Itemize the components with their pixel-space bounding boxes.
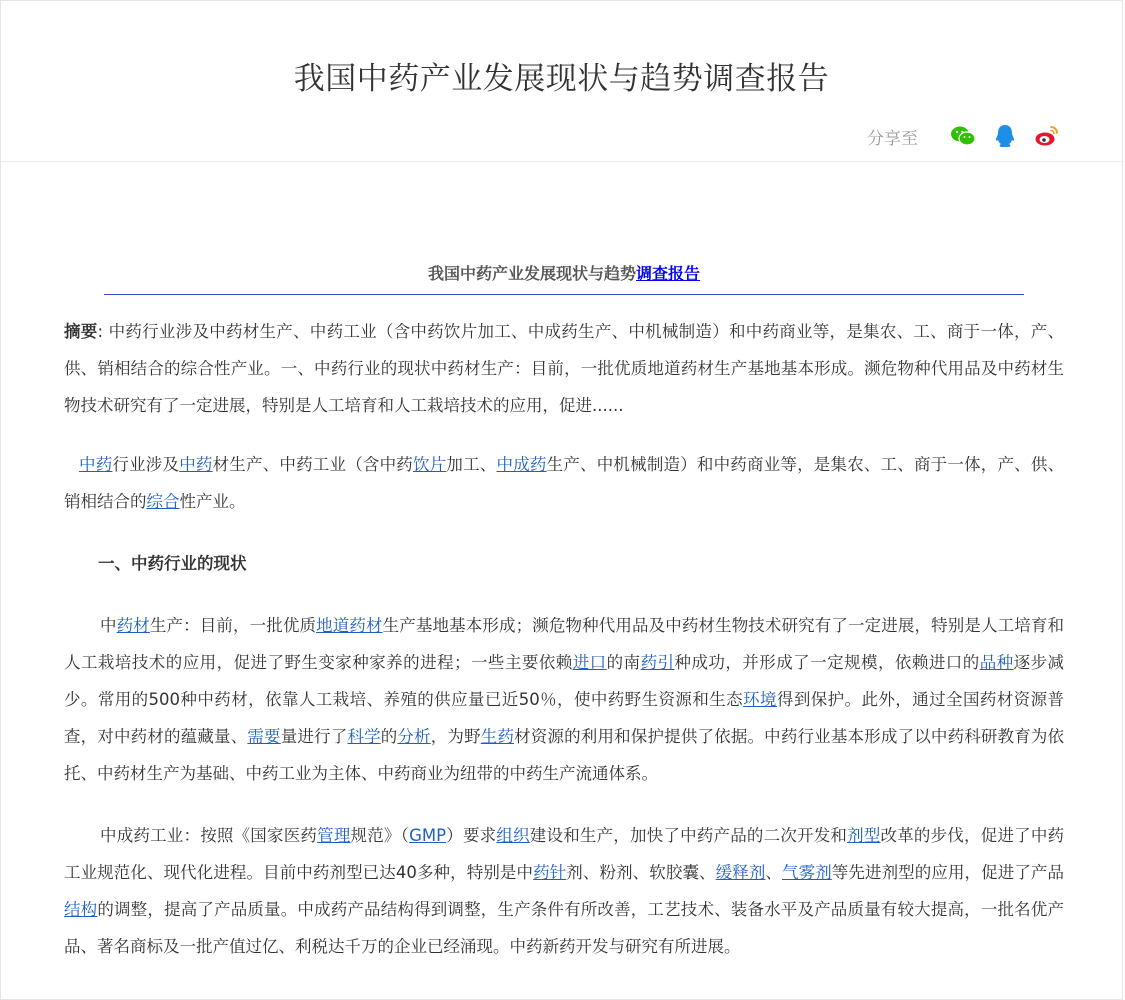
article-title-link[interactable]: 调查报告 xyxy=(636,264,701,283)
paragraph-text: 加工、 xyxy=(446,455,497,474)
keyword-link[interactable]: 需要 xyxy=(247,727,281,746)
keyword-link[interactable]: 中药 xyxy=(179,455,213,474)
keyword-link[interactable]: 药材 xyxy=(116,616,150,635)
paragraph-text: 中 xyxy=(100,616,117,635)
keyword-link[interactable]: 综合 xyxy=(146,492,180,511)
keyword-link[interactable]: 生药 xyxy=(480,727,515,746)
page-header xyxy=(1,1,1122,162)
abstract-text: : 中药行业涉及中药材生产、中药工业（含中药饮片加工、中成药生产、中机械制造）和中药商业等，是集农、工、商于一体，产、供、销相结合的综合性产业。一、中药行业的现状中药材生产：目前，一批优质地道药材生产基地基本形成。濒危物种代用品及中药材生物技术研究有了一定进展，特别是人工培育和人工栽培技术的应用，促进...... xyxy=(64,322,1065,415)
keyword-link[interactable]: 缓释剂 xyxy=(715,863,766,882)
keyword-link[interactable]: 分析 xyxy=(397,727,431,746)
paragraph-intro xyxy=(64,446,1064,520)
paragraph-text: 等先进剂型的应用，促进了产品 xyxy=(831,863,1065,882)
keyword-link[interactable]: 药针 xyxy=(533,863,567,882)
keyword-link[interactable]: 品种 xyxy=(979,653,1014,672)
article-title xyxy=(104,261,1024,295)
paragraph-text: 剂、粉剂、软胶囊、 xyxy=(566,863,716,882)
page-title: 我国中药产业发展现状与趋势调查报告 xyxy=(293,61,830,97)
paragraph-patent-medicine xyxy=(64,817,1064,965)
paragraph-text: 材资源的利用和保护提供了依据。中药行业基本形成了以中药科研教育为依托、中药材生产为基础、中药工业为主体、中药商业为纽带的中药生产流通体系。 xyxy=(64,727,1065,783)
paragraph-text: 逐步减少。常用的500种中药材，依靠人工栽培、养殖的供应量已近50％，使中药野生资源和生态 xyxy=(64,653,1065,709)
paragraph-text: 的调整，提高了产品质量。中成药产品结构得到调整，生产条件有所改善，工艺技术、装备水平及产品质量有较大提高，一批名优产品、著名商标及一批产值过亿、利税达千万的企业已经涌现。中药新药开发与研究有所进展。 xyxy=(64,900,1065,956)
paragraph-text: 改革的步伐，促进了中药工业规范化、现代化进程。目前中药剂型已达40多种，特别是中 xyxy=(64,826,1065,882)
paragraph-herb-production xyxy=(64,607,1064,792)
keyword-link[interactable]: 组织 xyxy=(496,826,530,845)
paragraph-text: 建设和生产，加快了中药产品的二次开发和 xyxy=(529,826,848,845)
paragraph-text: 量进行了 xyxy=(280,727,348,746)
paragraph-text: 性产业。 xyxy=(179,492,246,511)
paragraph-text: 中成药工业：按照《国家医药 xyxy=(100,826,318,845)
keyword-link[interactable]: 中成药 xyxy=(496,455,547,474)
share-label: 分享至 xyxy=(867,128,918,149)
paragraph-text: ）要求 xyxy=(446,826,497,845)
paragraph-text: 生产：目前，一批优质 xyxy=(149,616,317,635)
paragraph-text: 行业涉及 xyxy=(112,455,180,474)
paragraph-text: 生产、中机械制造）和中药商业等，是集农、工、商于一体，产、供、销相结合的 xyxy=(64,455,1065,511)
paragraph-text: 种成功，并形成了一定规模，依赖进口的 xyxy=(674,653,980,672)
keyword-link[interactable]: 药引 xyxy=(640,653,675,672)
keyword-link[interactable]: 结构 xyxy=(64,900,98,919)
paragraph-text: 的 xyxy=(380,727,398,746)
section-heading: 一、中药行业的现状 xyxy=(98,554,247,573)
keyword-link[interactable]: GMP xyxy=(409,826,447,845)
article-content xyxy=(64,261,1064,965)
weibo-icon[interactable] xyxy=(1034,123,1060,149)
paragraph-text: 材生产、中药工业（含中药 xyxy=(212,455,413,474)
keyword-link[interactable]: 中药 xyxy=(79,455,113,474)
keyword-link[interactable]: 剂型 xyxy=(847,826,881,845)
keyword-link[interactable]: 进口 xyxy=(572,653,607,672)
paragraph-text: 的南 xyxy=(606,653,641,672)
keyword-link[interactable]: 科学 xyxy=(347,727,381,746)
paragraph-text: 规范》（ xyxy=(350,826,410,845)
qq-icon[interactable] xyxy=(992,123,1018,149)
keyword-link[interactable]: 环境 xyxy=(743,690,777,709)
wechat-icon[interactable] xyxy=(950,123,976,149)
keyword-link[interactable]: 饮片 xyxy=(413,455,447,474)
paragraph-text: ，为野 xyxy=(430,727,481,746)
keyword-link[interactable]: 地道药材 xyxy=(316,616,383,635)
paragraph-text: 、 xyxy=(765,863,783,882)
article-title-text: 我国中药产业发展现状与趋势 xyxy=(427,264,636,283)
abstract xyxy=(64,313,1064,424)
paragraph-text: 得到保护。此外，通过全国药材资源普查，对中药材的蕴藏量、 xyxy=(64,690,1065,746)
abstract-label: 摘要 xyxy=(64,322,98,341)
paragraph-text: 生产基地基本形成；濒危物种代用品及中药材生物技术研究有了一定进展，特别是人工培育和人工栽培技术的应用，促进了野生变家种家养的进程；一些主要依赖 xyxy=(64,616,1065,672)
keyword-link[interactable]: 管理 xyxy=(317,826,351,845)
share-bar xyxy=(867,123,1060,149)
keyword-link[interactable]: 气雾剂 xyxy=(782,863,832,882)
